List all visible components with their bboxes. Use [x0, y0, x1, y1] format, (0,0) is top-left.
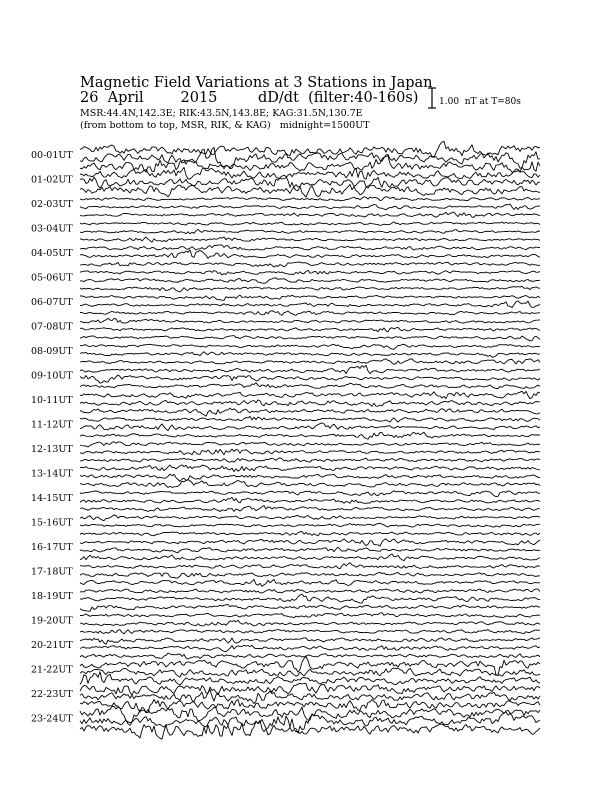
trace-kag [80, 539, 540, 546]
trace-msr [80, 262, 540, 267]
hour-labels [31, 150, 73, 725]
trace-kag [80, 638, 540, 645]
trace-kag [80, 683, 540, 695]
trace-rik [80, 572, 540, 578]
trace-msr [80, 630, 540, 634]
trace-msr [80, 653, 540, 659]
trace-kag [80, 167, 540, 179]
trace-rik [80, 547, 540, 552]
hour-label: 21-22UT [31, 664, 73, 676]
scale-bar-label: 1.00 nT at T=80s [439, 97, 521, 107]
hour-label: 10-11UT [31, 395, 73, 406]
hour-label: 00-01UT [31, 150, 73, 161]
trace-kag [80, 344, 540, 349]
trace-msr [80, 185, 540, 198]
hour-label: 02-03UT [31, 199, 73, 210]
chart-title: Magnetic Field Variations at 3 Stations in Japan [80, 75, 433, 91]
hour-label: 17-18UT [31, 566, 73, 578]
hour-label: 14-15UT [31, 493, 73, 504]
trace-rik [80, 278, 540, 283]
hour-label: 18-19UT [31, 591, 73, 602]
trace-msr [80, 237, 540, 242]
trace-rik [80, 474, 540, 481]
trace-msr [80, 458, 540, 463]
trace-kag [80, 491, 540, 497]
hour-label: 03-04UT [31, 223, 73, 235]
trace-rik [80, 375, 540, 383]
trace-rik [80, 620, 540, 626]
hour-label: 22-23UT [31, 689, 73, 700]
hour-label: 23-24UT [31, 713, 73, 725]
trace-msr [80, 408, 540, 416]
trace-rik [80, 523, 540, 527]
trace-msr [80, 286, 540, 292]
trace-rik [80, 352, 540, 357]
trace-kag [80, 465, 540, 472]
trace-msr [80, 212, 540, 217]
trace-kag [80, 245, 540, 250]
hour-label: 15-16UT [31, 517, 73, 529]
trace-msr [80, 506, 540, 512]
hour-label: 20-21UT [31, 640, 73, 651]
trace-rik [80, 327, 540, 332]
trace-rik [80, 204, 540, 210]
trace-rik [80, 497, 540, 503]
trace-msr [80, 336, 540, 341]
trace-kag [80, 613, 540, 618]
trace-kag [80, 589, 540, 593]
trace-kag [80, 318, 540, 323]
trace-rik [80, 690, 540, 704]
hour-label: 19-20UT [31, 615, 73, 627]
trace-msr [80, 480, 540, 488]
trace-kag [80, 295, 540, 300]
trace-kag [80, 270, 540, 275]
trace-rik [80, 229, 540, 234]
hour-label: 06-07UT [31, 297, 73, 308]
trace-msr [80, 579, 540, 586]
hour-label: 04-05UT [31, 248, 73, 259]
trace-kag [80, 656, 540, 675]
hour-label: 08-09UT [31, 346, 73, 357]
trace-msr [80, 383, 540, 389]
chart-date: 26 April 2015 [80, 90, 218, 106]
trace-msr [80, 720, 540, 739]
trace-rik [80, 400, 540, 406]
trace-rik [80, 423, 540, 431]
chart-quantity: dD/dt (filter:40-160s) [258, 90, 419, 106]
hour-label: 01-02UT [31, 174, 73, 186]
trace-msr [80, 432, 540, 439]
trace-msr [80, 532, 540, 536]
trace-rik [80, 594, 540, 603]
trace-kag [80, 222, 540, 226]
trace-kag [80, 197, 540, 201]
hour-label: 07-08UT [31, 321, 73, 333]
station-coordinates: MSR:44.4N,142.3E; RIK:43.5N,143.8E; KAG:31.5N,130.7E [80, 108, 363, 119]
trace-kag [80, 442, 540, 447]
trace-kag [80, 391, 540, 398]
trace-msr [80, 605, 540, 612]
station-order-note: (from bottom to top, MSR, RIK, & KAG) midnight=1500UT [80, 120, 370, 131]
trace-rik [80, 668, 540, 677]
hour-label: 16-17UT [31, 542, 73, 553]
trace-msr [80, 311, 540, 316]
trace-kag [80, 365, 540, 373]
hour-label: 13-14UT [31, 468, 73, 480]
trace-rik [80, 449, 540, 455]
trace-rik [80, 645, 540, 652]
trace-msr [80, 359, 540, 365]
magnetometer-traces [80, 141, 540, 739]
hour-label: 09-10UT [31, 370, 73, 382]
hour-label: 05-06UT [31, 272, 73, 284]
trace-msr [80, 554, 540, 561]
scale-bar [428, 88, 436, 108]
trace-rik [80, 301, 540, 308]
trace-rik [80, 250, 540, 259]
trace-kag [80, 563, 540, 569]
hour-label: 12-13UT [31, 444, 73, 455]
trace-kag [80, 416, 540, 422]
trace-kag [80, 515, 540, 521]
hour-label: 11-12UT [31, 419, 73, 431]
